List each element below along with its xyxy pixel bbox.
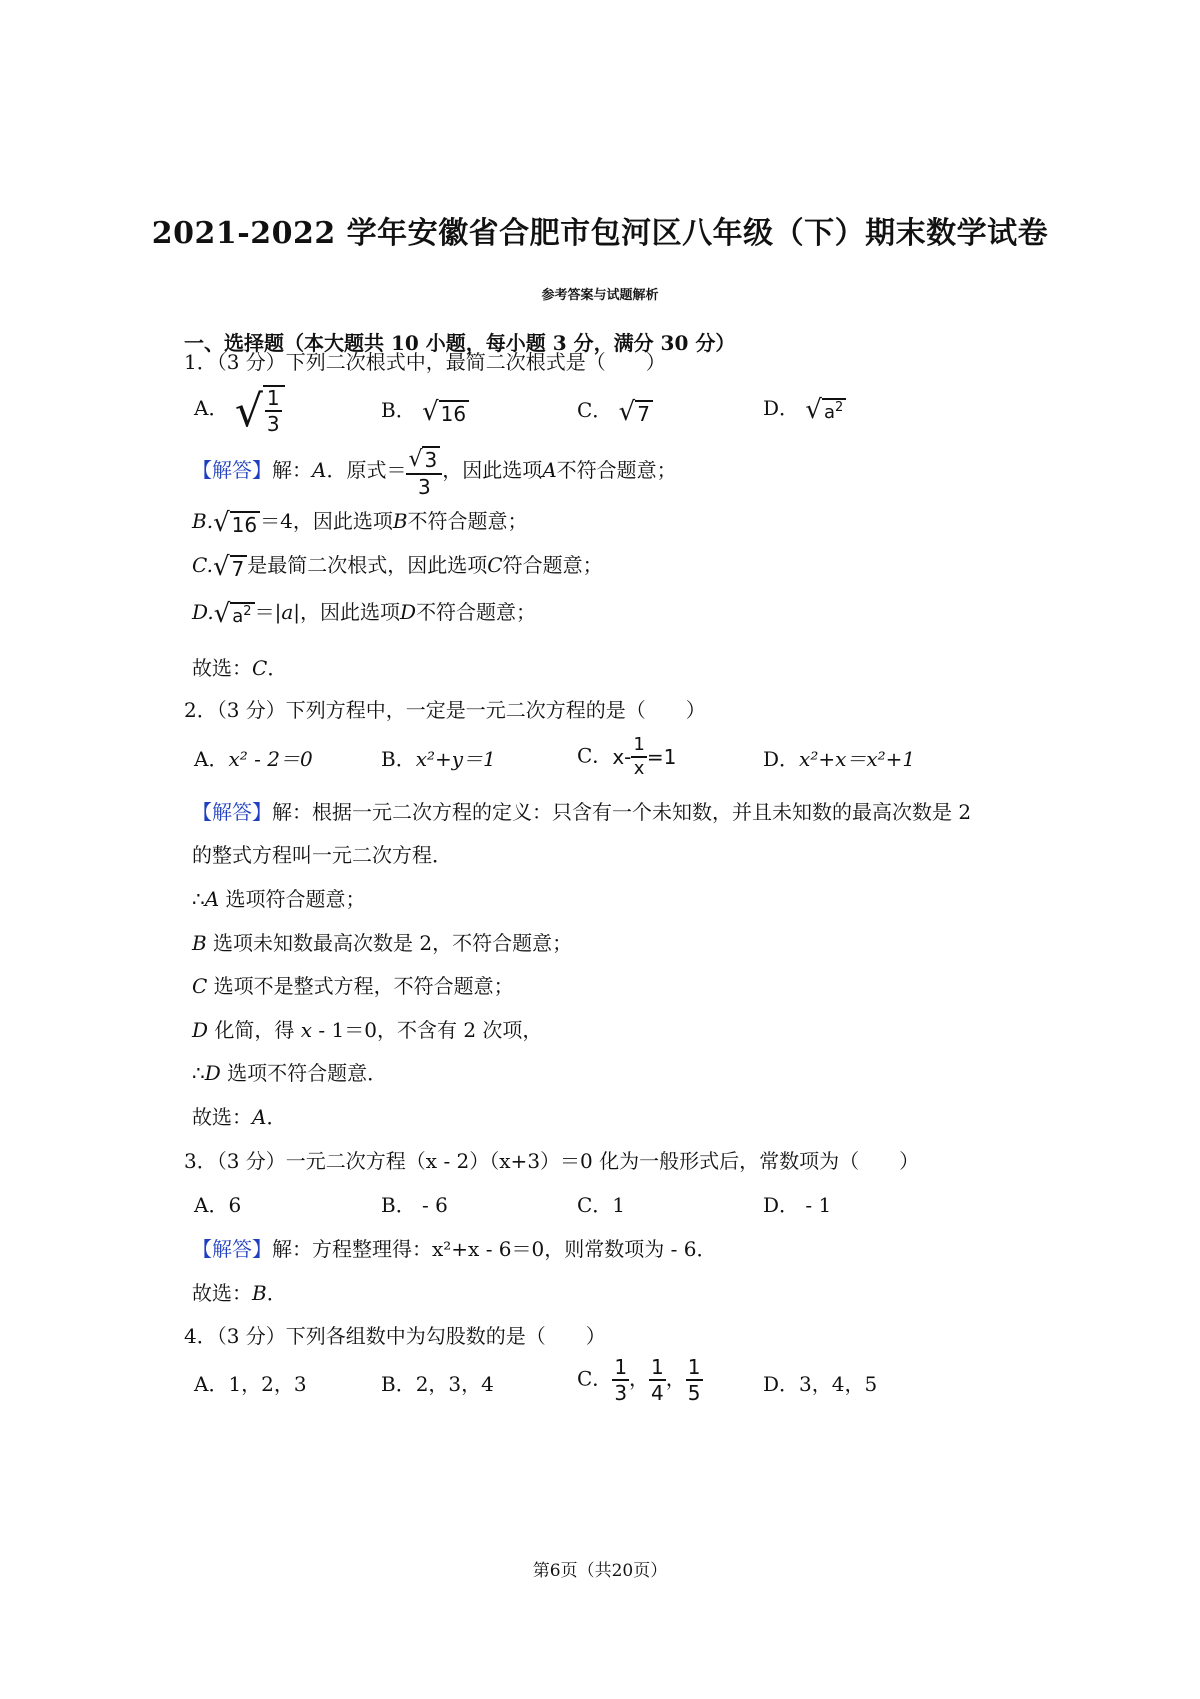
q4-option-b: B．2，3，4 bbox=[381, 1372, 494, 1396]
q3-stem: 3．（3 分）一元二次方程（x - 2）（x+3）＝0 化为一般形式后，常数项为（ ） bbox=[184, 1149, 920, 1173]
q1-option-b: B． √ 16 bbox=[381, 394, 469, 425]
page-title: 2021-2022 学年安徽省合肥市包河区八年级（下）期末数学试卷 bbox=[151, 216, 1049, 251]
q2-stem: 2．（3 分）下列方程中，一定是一元二次方程的是（ ） bbox=[184, 698, 706, 722]
section-heading: 一、选择题（本大题共 10 小题，每小题 3 分，满分 30 分） bbox=[184, 331, 736, 355]
q1-answer-line1: 【解答】解：A．原式＝ $\frac{√ 3}{3}$ ，因此选项A不符合题意； bbox=[192, 447, 677, 499]
q2-option-a: A．x² - 2＝0 bbox=[194, 747, 313, 771]
q3-answer-line2: 故选：B． bbox=[192, 1281, 287, 1305]
q3-option-b: B． - 6 bbox=[381, 1193, 448, 1217]
q4-option-a: A．1，2，3 bbox=[194, 1372, 307, 1396]
q1-option-a: A． √ $\frac{1}{3}$ bbox=[194, 385, 285, 434]
q2-answer-line7: ∴D 选项不符合题意． bbox=[192, 1061, 388, 1085]
q2-answer-line3: ∴A 选项符合题意； bbox=[192, 887, 366, 911]
q3-answer-line1: 【解答】解：方程整理得：x²+x - 6＝0，则常数项为 - 6． bbox=[192, 1237, 717, 1261]
q3-option-d: D． - 1 bbox=[763, 1193, 832, 1217]
q1-answer-line4: D.√ $a^2 =|a|$，因此选项D不符合题意； bbox=[192, 598, 537, 629]
page-subtitle: 参考答案与试题解析 bbox=[541, 288, 659, 303]
q2-answer-line6: D 化简，得 x - 1＝0，不含有 2 次项， bbox=[192, 1018, 543, 1042]
sqrt-fraction: √ $\frac{1}{3}$ bbox=[235, 385, 285, 434]
q3-option-a: A．6 bbox=[194, 1193, 242, 1217]
answer-tag: 【解答】 bbox=[192, 458, 272, 482]
answer-tag: 【解答】 bbox=[192, 1237, 272, 1261]
q1-option-d: D． √ $a^2$ bbox=[763, 392, 846, 423]
q1-answer-line3: C.√ 7 是最简二次根式，因此选项C符合题意； bbox=[192, 551, 603, 582]
q1-option-c: C． √ 7 bbox=[577, 394, 653, 425]
q2-answer-line2: 的整式方程叫一元二次方程． bbox=[192, 843, 452, 867]
q4-stem: 4．（3 分）下列各组数中为勾股数的是（ ） bbox=[184, 1324, 606, 1348]
q2-option-d: D．x²+x＝x²+1 bbox=[763, 747, 916, 771]
q4-option-d: D．3，4，5 bbox=[763, 1372, 878, 1396]
q2-option-b: B．x²+y＝1 bbox=[381, 747, 496, 771]
q1-answer-line5: 故选：C． bbox=[192, 656, 288, 680]
answer-tag: 【解答】 bbox=[192, 800, 272, 824]
q1-answer-line2: B.√ 16 ＝4，因此选项B不符合题意； bbox=[192, 507, 528, 538]
q1-stem: 1．（3 分）下列二次根式中，最简二次根式是（ ） bbox=[184, 350, 666, 374]
page-footer: 第6页（共20页） bbox=[532, 1561, 668, 1581]
q2-answer-line8: 故选：A． bbox=[192, 1105, 287, 1129]
q3-option-c: C．1 bbox=[577, 1193, 626, 1217]
q2-option-c: C．x- $\frac{1}{x}$ =1 bbox=[577, 734, 677, 779]
q4-option-c: C． $\frac{1}{3}$ ， $\frac{1}{4}$ ， $\frac{1}{5}$ bbox=[577, 1355, 701, 1405]
q2-answer-line1: 【解答】解：根据一元二次方程的定义：只含有一个未知数，并且未知数的最高次数是 2 bbox=[192, 800, 972, 824]
q2-answer-line5: C 选项不是整式方程，不符合题意； bbox=[192, 974, 514, 998]
q2-answer-line4: B 选项未知数最高次数是 2，不符合题意； bbox=[192, 931, 573, 955]
